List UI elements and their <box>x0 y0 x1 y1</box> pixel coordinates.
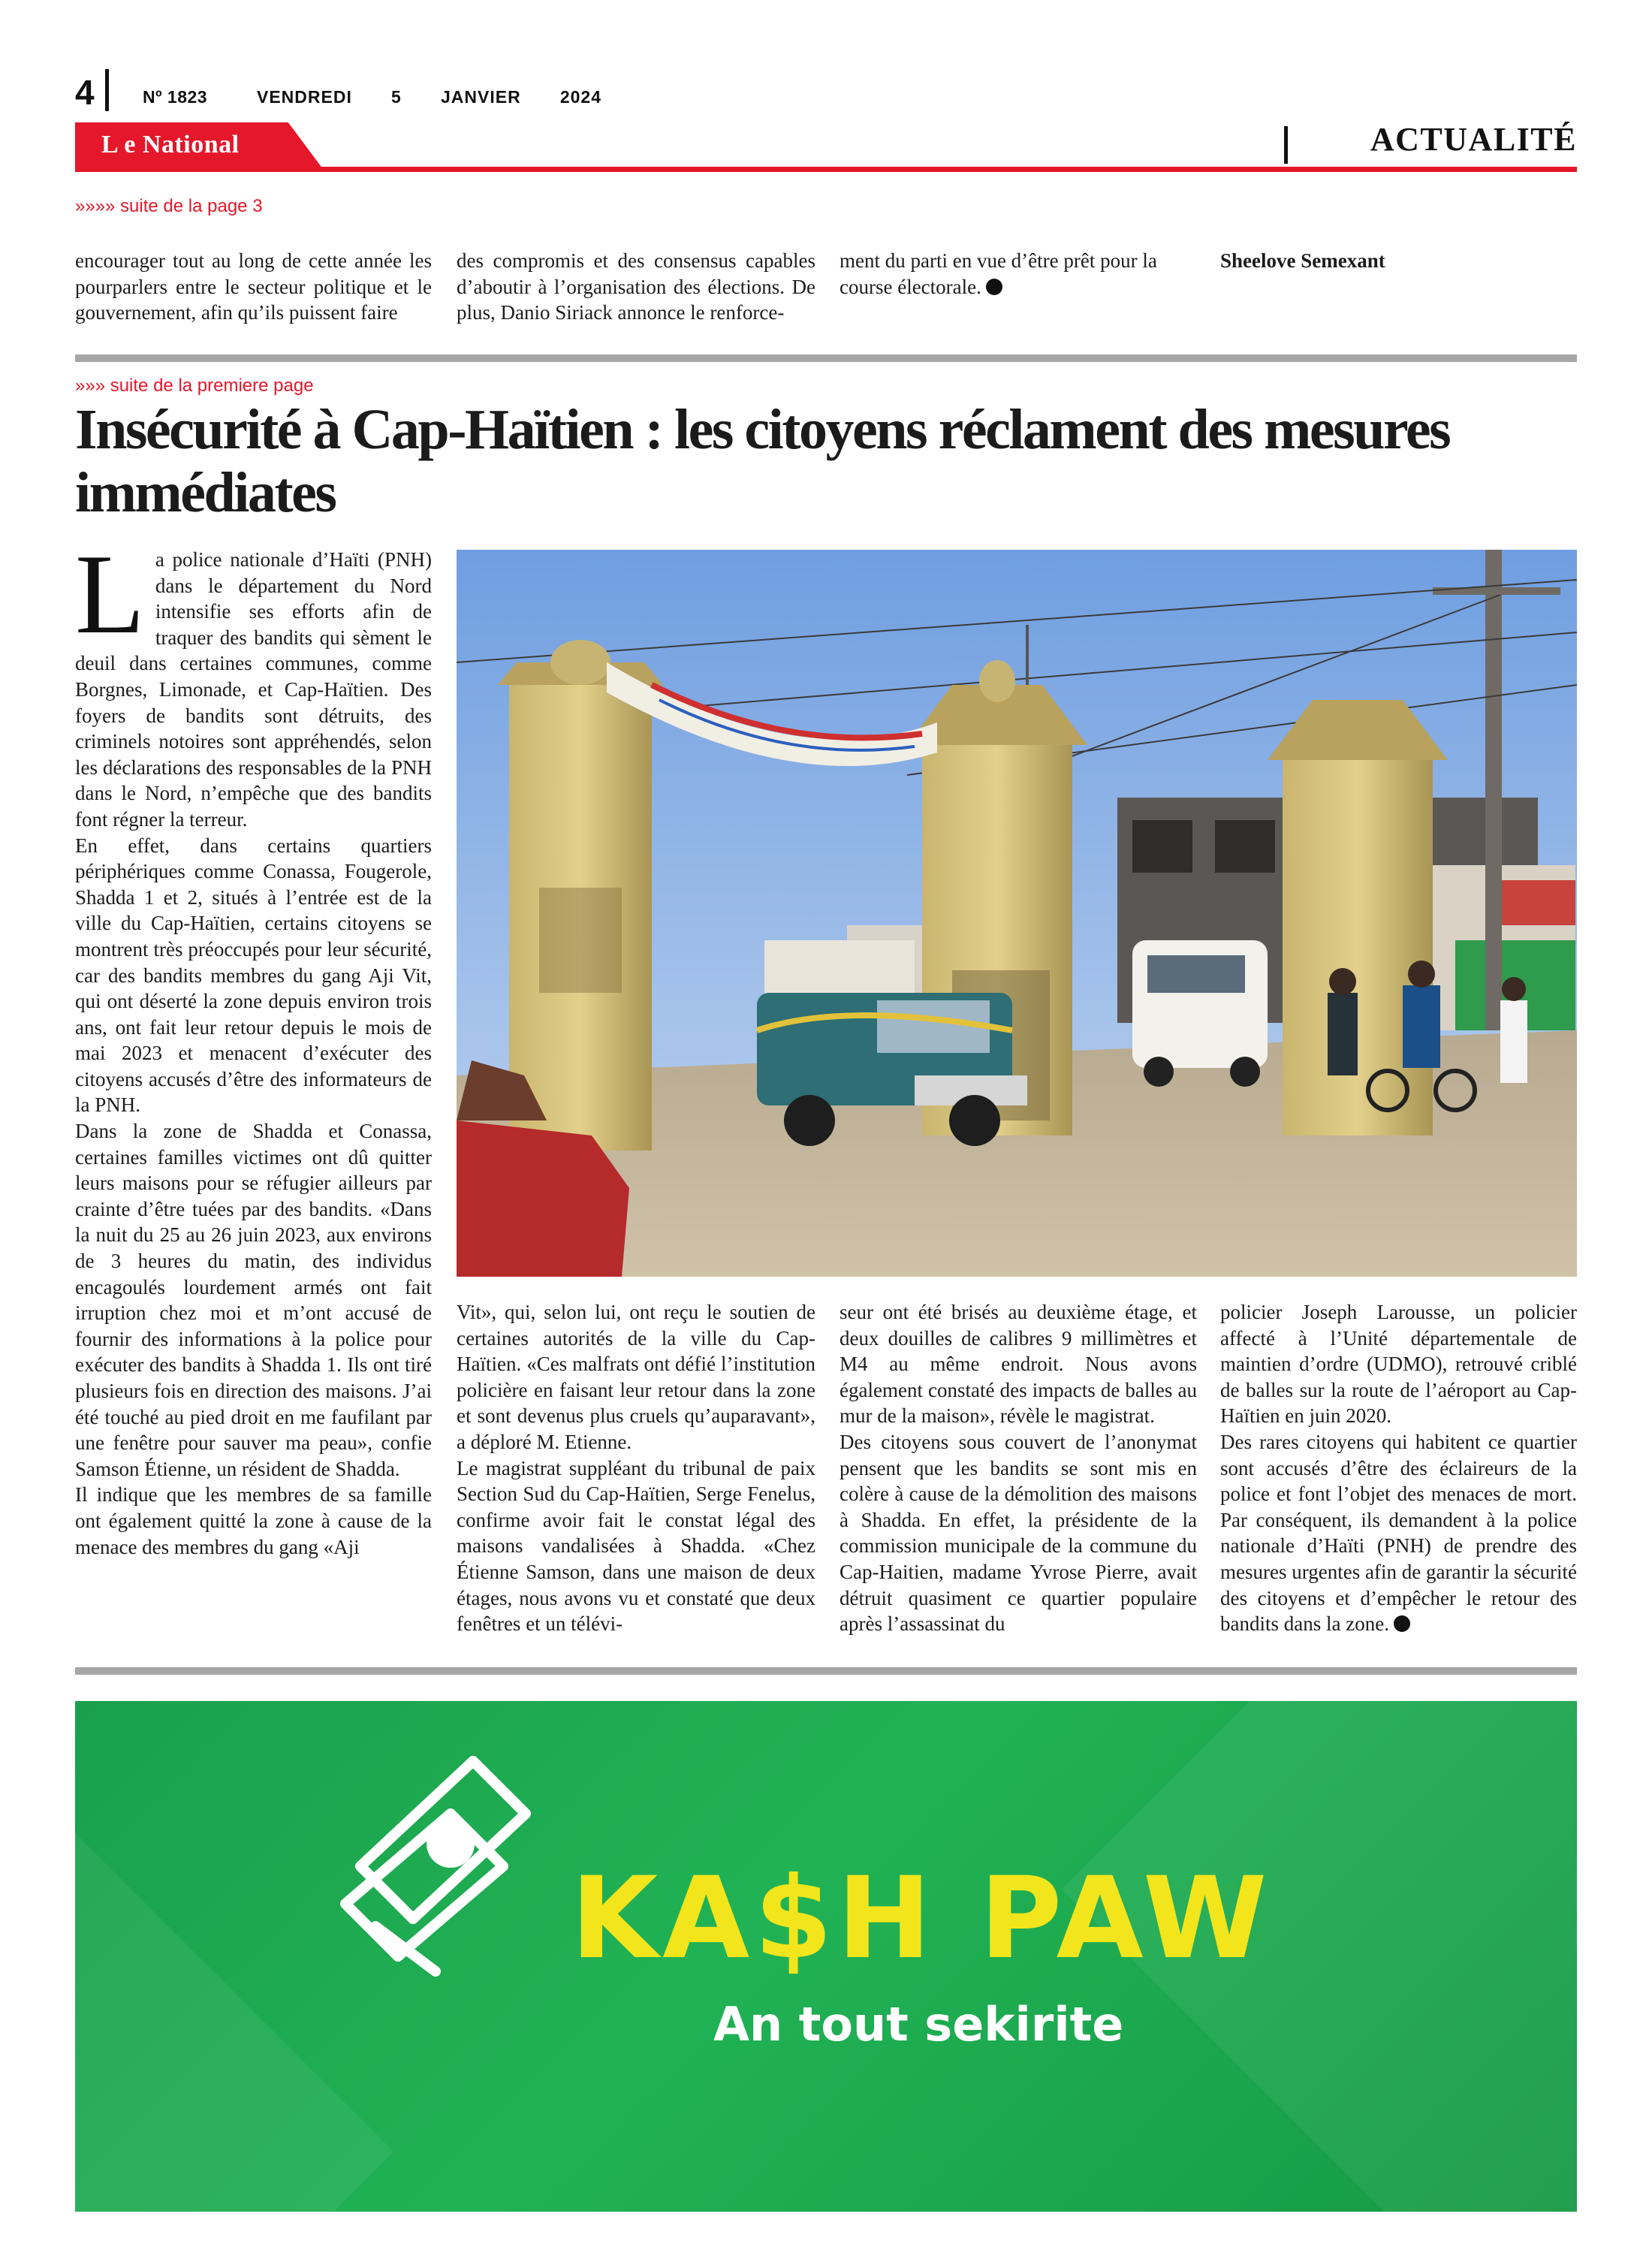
section-separator <box>75 354 1577 362</box>
paragraph: Des rares citoyens qui habitent ce quartier sont accusés d’être des éclaireurs de la police et font l’objet des menaces de mort. Par conséquent, ils demandent à la police nationale d’Haïti (PNH) de prendre des mesures urgentes afin de garantir la sécurité des citoyens et d’empêcher le retour des bandits dans la zone. <box>1220 1430 1577 1636</box>
ad-brand-name: KA$H PAW <box>571 1853 1272 1984</box>
ad-tagline: An tout sekirite <box>713 1997 1124 2052</box>
paragraph: Le magistrat suppléant du tribunal de paix Section Sud du Cap-Haïtien, Serge Fenelus, confirme avoir fait le constat légal des maisons vandalisées à Shadda. «Chez Étienne Samson, dans une maison de deux étages, nous avons vu et constaté que deux fenêtres et un télévi- <box>457 1456 815 1636</box>
issue-number: Nº 1823 <box>143 87 208 107</box>
paragraph: a police nationale d’Haïti (PNH) dans le département du Nord intensifie ses efforts afin de traquer des bandits qui sèment le deuil dans certaines communes, comme Borgnes, Limonade, et Cap-Haïtien. Des foyers de bandits sont détruits, des criminels notoires sont appréhendés, selon les déclarations des responsables de la PNH dans le Nord, n’empêche que des bandits font régner la terreur. <box>75 548 432 831</box>
continued-column-3 <box>840 248 1197 334</box>
continued-from-label: »»»» suite de la page 3 <box>75 196 263 216</box>
article-column-2 <box>457 1299 815 1660</box>
section-separator <box>75 1667 1577 1675</box>
money-logo-icon <box>330 1731 586 1986</box>
header-rule <box>75 167 1577 172</box>
page-number-divider <box>105 69 109 111</box>
paragraph: En effet, dans certains quartiers périphériques comme Conassa, Fougerole, Shadda 1 et 2, situés à l’entrée est de la ville du Cap-Haïtien, certains citoyens se montrent très préoccupés pour leur sécurité, car des bandits membres du gang Aji Vit, qui ont déserté la zone depuis environ trois ans, ont fait leur retour depuis le mois de mai 2023 et menacent d’exécuter des citoyens accusés d’être des informateurs de la PNH. <box>75 834 432 1117</box>
article-headline: Insécurité à Cap-Haïtien : les citoyens réclament des mesures immédiates <box>75 398 1450 524</box>
paragraph: Vit», qui, selon lui, ont reçu le soutien de certaines autorités de la ville du Cap-Haïtien. «Ces malfrats ont défié l’institution policière en faisant leur retour dans la zone et sont devenus plus cruels qu’auparavant», a déploré M. Etienne. <box>457 1301 815 1453</box>
author-name: Sheelove Semexant <box>1220 249 1385 272</box>
paragraph: Dans la zone de Shadda et Conassa, certaines familles victimes ont dû quitter leurs maisons pour se réfugier ailleurs par crainte d’être tuées par des bandits. «Dans la nuit du 25 au 26 juin 2023, aux environs de 3 heures du matin, des individus encagoulés lourdement armés ont fait irruption chez moi et m’ont accusé de fournir des informations à la police pour exécuter des bandits à Shadda 1. Ils ont tiré plusieurs fois en direction des maisons. J’ai été touché au pied droit en me faufilant par une fenêtre pour sauver ma peau», confie Samson Étienne, un résident de Shadda. <box>75 1120 432 1480</box>
continued-from-label: »»» suite de la premiere page <box>75 376 314 396</box>
paragraph: policier Joseph Larousse, un policier affecté à l’Unité départementale de maintien d’ordre (UDMO), retrouvé criblé de balles sur la route de l’aéroport au Cap-Haïtien en juin 2020. <box>1220 1301 1577 1428</box>
continued-column-2 <box>457 248 815 334</box>
paragraph: encourager tout au long de cette année les pourparlers entre le secteur politique et le gouvernement, afin qu’ils puissent faire <box>75 249 432 324</box>
article-column-4 <box>1220 1299 1577 1660</box>
article-column-3 <box>840 1299 1197 1660</box>
continued-column-1 <box>75 248 432 334</box>
newspaper-name: L e National <box>101 131 240 158</box>
issue-date: VENDREDI 5 JANVIER 2024 <box>257 87 602 107</box>
end-of-article-icon <box>1394 1615 1410 1632</box>
end-of-article-icon <box>986 279 1002 295</box>
paragraph: ment du parti en vue d’être prêt pour la course électorale. <box>840 249 1157 298</box>
section-label: ACTUALITÉ <box>1370 121 1577 158</box>
page-number: 4 <box>75 73 95 112</box>
paragraph: Il indique que les membres de sa famille ont également quitté la zone à cause de la menace des membres du gang «Aji <box>75 1483 432 1558</box>
drop-cap: L <box>75 547 145 657</box>
article-column-1 <box>75 547 432 1666</box>
paragraph: Des citoyens sous couvert de l’anonymat pensent que les bandits se sont mis en colère à cause de la démolition des maisons à Shadda. En effet, la présidente de la commission municipale de la commune du Cap-Haitien, madame Yvrose Pierre, avait détruit quasiment ce quartier populaire après l’assassinat du <box>840 1430 1197 1636</box>
article-photo <box>457 550 1577 1277</box>
section-divider <box>1284 126 1288 164</box>
paragraph: seur ont été brisés au deuxième étage, et deux douilles de calibres 9 millimètres et M4 au même endroit. Nous avons également constaté des impacts de balles au mur de la maison», révèle le magistrat. <box>840 1301 1197 1428</box>
paragraph: des compromis et des consensus capables d’aboutir à l’organisation des élections. De plus, Danio Siriack annonce le renforce- <box>457 249 815 324</box>
author-byline <box>1220 248 1577 334</box>
kash-paw-advert[interactable] <box>75 1701 1577 2212</box>
